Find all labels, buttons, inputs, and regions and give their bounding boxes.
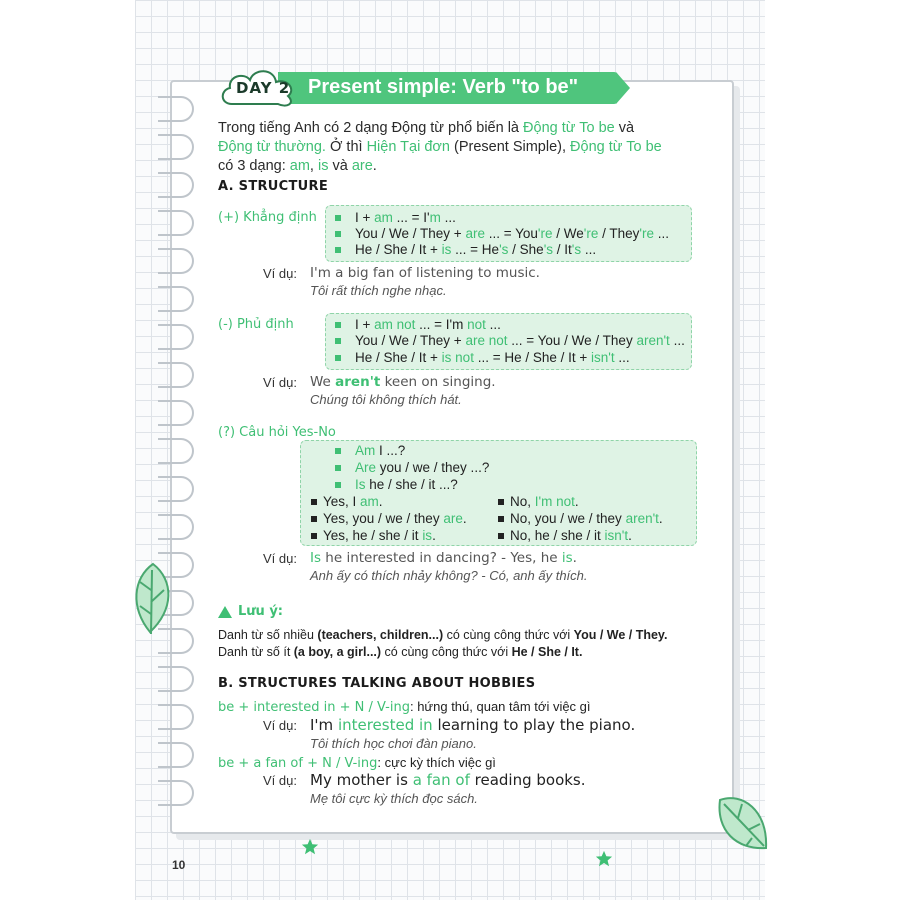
affirm-row-2: You / We / They + are ... = You're / We're / They're ...: [335, 226, 669, 241]
hobby2-vidu: Ví dụ:: [263, 773, 297, 788]
question-row-2: Are you / we / they ...?: [335, 460, 489, 475]
star-icon: [301, 838, 319, 856]
leaf-icon: [712, 790, 772, 860]
negative-row-1: I + am not ... = I'm not ...: [335, 317, 501, 332]
question-label: (?) Câu hỏi Yes-No: [218, 425, 336, 440]
note-line-1: Danh từ số nhiều (teachers, children...) có cùng công thức với You / We / They.: [218, 628, 668, 642]
affirm-row-3: He / She / It + is ... = He's / She's / It's ...: [335, 242, 596, 257]
warning-triangle-icon: [218, 606, 232, 618]
affirm-example: I'm a big fan of listening to music.: [310, 265, 540, 281]
question-row-3: Is he / she / it ...?: [335, 477, 458, 492]
affirm-translation: Tôi rất thích nghe nhạc.: [310, 283, 447, 298]
hobby1-translation: Tôi thích học chơi đàn piano.: [310, 736, 477, 751]
day-label: DAY 2: [236, 79, 291, 97]
negative-example: We aren't keen on singing.: [310, 374, 496, 390]
spiral-rings: [158, 96, 198, 826]
yes-answer-1: Yes, I am.: [311, 494, 383, 509]
yes-answer-2: Yes, you / we / they are.: [311, 511, 467, 526]
hobby1-example: I'm interested in learning to play the piano.: [310, 716, 636, 734]
hobby2-translation: Mẹ tôi cực kỳ thích đọc sách.: [310, 791, 478, 806]
intro-line-2: Động từ thường. Ở thì Hiện Tại đơn (Present Simple), Động từ To be: [218, 139, 662, 155]
question-vidu: Ví dụ:: [263, 551, 297, 566]
question-translation: Anh ấy có thích nhảy không? - Có, anh ấy thích.: [310, 568, 588, 583]
day-title: [218, 62, 638, 112]
no-answer-1: No, I'm not.: [498, 494, 579, 509]
note-label: Lưu ý:: [238, 604, 283, 619]
negative-row-3: He / She / It + is not ... = He / She / It + isn't ...: [335, 350, 630, 365]
no-answer-2: No, you / we / they aren't.: [498, 511, 663, 526]
intro-line-3: có 3 dạng: am, is và are.: [218, 158, 377, 174]
intro-line-1: Trong tiếng Anh có 2 dạng Động từ phổ biến là Động từ To be và: [218, 120, 635, 136]
question-example: Is he interested in dancing? - Yes, he is.: [310, 550, 577, 566]
page-title: Present simple: Verb "to be": [308, 76, 579, 98]
hobby2-example: My mother is a fan of reading books.: [310, 771, 586, 789]
hobby-formula-1: be + interested in + N / V-ing: hứng thú, quan tâm tới việc gì: [218, 699, 591, 715]
leaf-icon: [128, 560, 178, 640]
section-b-heading: B. STRUCTURES TALKING ABOUT HOBBIES: [218, 676, 536, 691]
note-line-2: Danh từ số ít (a boy, a girl...) có cùng công thức với He / She / It.: [218, 645, 583, 659]
section-a-heading: A. STRUCTURE: [218, 179, 329, 194]
hobby1-vidu: Ví dụ:: [263, 718, 297, 733]
yes-answer-3: Yes, he / she / it is.: [311, 528, 436, 543]
affirm-row-1: I + am ... = I'm ...: [335, 210, 456, 225]
star-icon: [595, 850, 613, 868]
page-number: 10: [172, 858, 186, 872]
negative-row-2: You / We / They + are not ... = You / We / They aren't ...: [335, 333, 685, 348]
hobby-formula-2: be + a fan of + N / V-ing: cực kỳ thích việc gì: [218, 755, 496, 771]
negative-vidu: Ví dụ:: [263, 375, 297, 390]
negative-translation: Chúng tôi không thích hát.: [310, 392, 462, 407]
negative-label: (-) Phủ định: [218, 317, 294, 332]
no-answer-3: No, he / she / it isn't.: [498, 528, 632, 543]
question-row-1: Am I ...?: [335, 443, 405, 458]
affirm-label: (+) Khẳng định: [218, 210, 317, 225]
affirm-vidu: Ví dụ:: [263, 266, 297, 281]
